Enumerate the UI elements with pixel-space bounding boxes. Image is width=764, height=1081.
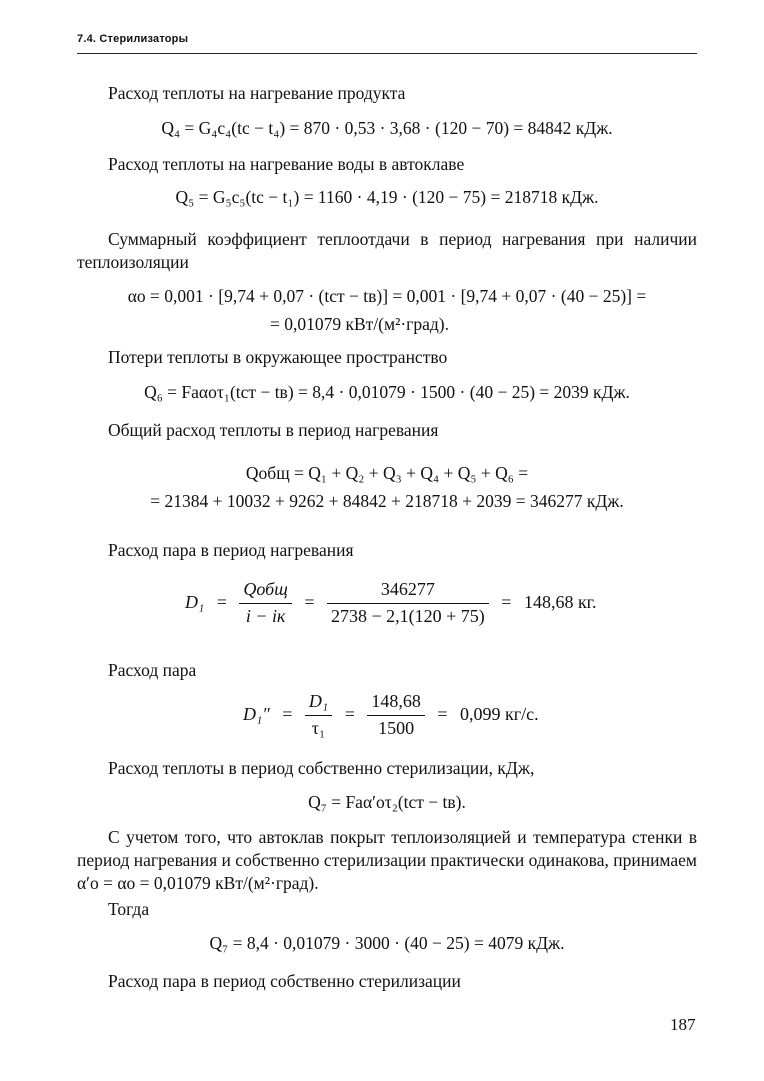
equation-d1-lhs: D₁ [185,592,205,613]
fraction-numerator: Qобщ [239,578,291,604]
page-number: 187 [670,1015,696,1034]
fraction-numerator: 148,68 [367,690,425,716]
running-header: 7.4. Стерилизаторы [77,33,189,45]
paragraph-total-heat: Общий расход теплоты в период нагревания [108,420,439,440]
fraction-denominator: 1500 [378,717,415,738]
fraction-numerator: 346277 [327,578,489,604]
equals-sign: = [437,704,448,725]
equals-sign: = [216,592,227,613]
equals-sign: = [501,592,512,613]
paragraph-heat-transfer-coefficient: Суммарный коэффициент теплоотдачи в период нагревания при наличии теплоизоляции [77,229,697,273]
equation-q6: Q₆ = Faαоτ₁(tст − tв) = 8,4 · 0,01079 · 1500 · (40 − 25) = 2039 кДж. [144,382,630,402]
fraction-denominator: 2738 − 2,1(120 + 75) [330,605,485,626]
equation-alpha-line1: αо = 0,001 · [9,74 + 0,07 · (tст − tв)] = 0,001 · [9,74 + 0,07 · (40 − 25)] = [127,286,647,306]
equals-sign: = [304,592,315,613]
paragraph-steam: Расход пара [108,660,197,680]
fraction-denominator: i − iк [245,605,286,626]
equation-d1-result: 148,68 кг. [523,592,597,613]
equation-qtotal-line1: Qобщ = Q₁ + Q₂ + Q₃ + Q₄ + Q₅ + Q₆ = [245,463,529,483]
equation-q4: Q₄ = G₄c₄(tс − t₄) = 870 · 0,53 · 3,68 · (120 − 70) = 84842 кДж. [161,118,613,138]
paragraph-steam-heating: Расход пара в период нагревания [108,540,354,560]
fraction-symbolic [305,690,332,741]
fraction-symbolic [239,578,291,629]
equation-alpha-line2: = 0,01079 кВт/(м²·град). [270,314,449,334]
equals-sign: = [282,704,293,725]
paragraph-heat-losses: Потери теплоты в окружающее пространство [108,347,448,367]
equation-d1-rate-lhs: D₁″ [243,704,270,725]
paragraph-sterilization-heat: Расход теплоты в период собственно стерилизации, кДж, [108,758,535,778]
paragraph-steam-sterilization: Расход пара в период собственно стерилизации [108,971,461,991]
fraction-numerator: D₁ [305,690,332,716]
equals-sign: = [344,704,355,725]
header-rule [77,53,697,54]
fraction-numeric [367,690,425,741]
fraction-denominator: τ₁ [311,717,326,738]
equation-q7-value: Q₇ = 8,4 · 0,01079 · 3000 · (40 − 25) = 4079 кДж. [209,933,565,953]
equation-q7-formula: Q₇ = Faα′оτ₂(tст − tв). [308,792,466,812]
paragraph-product-heating: Расход теплоты на нагревание продукта [108,83,406,103]
equation-q5: Q₅ = G₅c₅(tс − t₁) = 1160 · 4,19 · (120 − 75) = 218718 кДж. [175,187,599,207]
equation-d1-rate-result: 0,099 кг/с. [460,704,539,725]
equation-d1-rate [243,690,539,741]
equation-qtotal-line2: = 21384 + 10032 + 9262 + 84842 + 218718 + 2039 = 346277 кДж. [150,491,624,511]
fraction-numeric [327,578,489,629]
paragraph-water-heating: Расход теплоты на нагревание воды в автоклаве [108,154,465,174]
paragraph-then: Тогда [108,899,150,919]
equation-d1 [185,578,597,629]
paragraph-insulation-assumption: С учетом того, что автоклав покрыт теплоизоляцией и температура стенки в период нагревания и собственно стерилизации практически одинакова, принимаем α′о = αо = 0,01079 кВт/(м²·град). [77,827,697,894]
